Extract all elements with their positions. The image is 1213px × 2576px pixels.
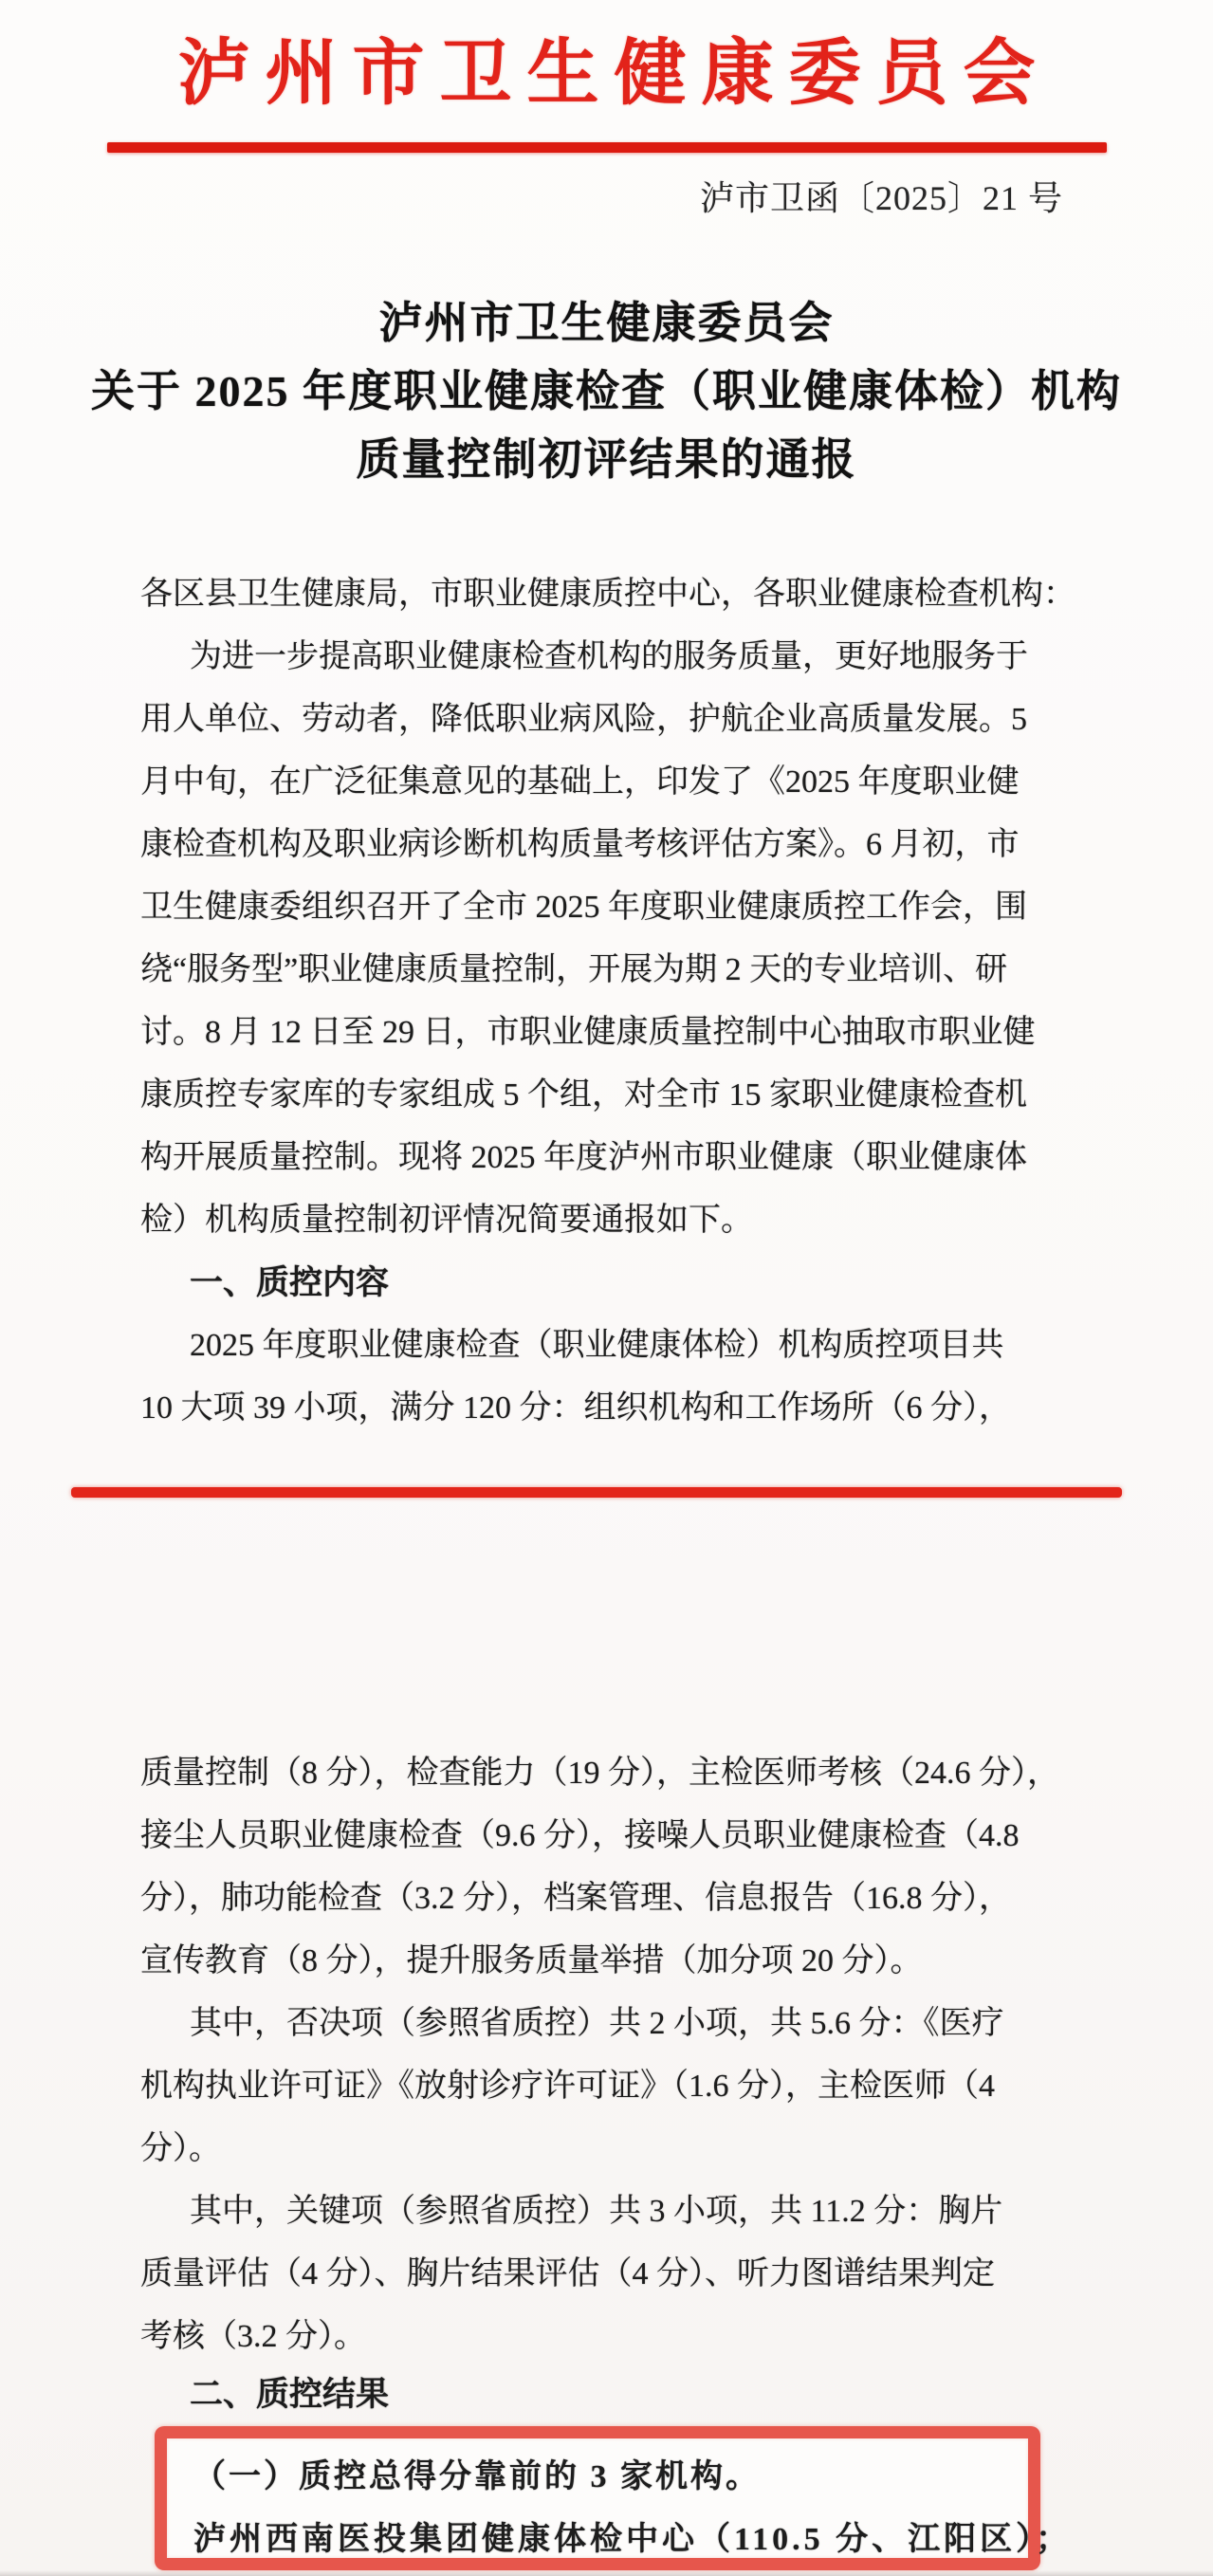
body-page-1: [0, 563, 1213, 1440]
intro-line: 月中旬，在广泛征集意见的基础上，印发了《2025 年度职业健: [140, 764, 1020, 800]
title-line-2: 关于 2025 年度职业健康检查（职业健康体检）机构: [91, 367, 1122, 415]
body-page-2: [0, 1742, 1213, 2421]
photo-bottom-edge: [0, 2570, 1213, 2576]
intro-line: 绕“服务型”职业健康质量控制，开展为期 2 天的专业培训、研: [140, 952, 1008, 987]
items-line: 10 大项 39 小项，满分 120 分：组织机构和工作场所（6 分），: [140, 1390, 1011, 1426]
intro-line: 康质控专家库的专家组成 5 个组，对全市 15 家职业健康检查机: [140, 1077, 1027, 1113]
highlight-box-subheading: （一）质控总得分靠前的 3 家机构。: [193, 2459, 761, 2494]
highlight-box-top-institution: 泸州西南医投集团健康体检中心（110.5 分、江阳区）；: [193, 2522, 1073, 2557]
key-item-line: 其中，关键项（参照省质控）共 3 小项，共 11.2 分：胸片: [190, 2194, 1003, 2229]
title-line-3: 质量控制初评结果的通报: [356, 435, 857, 484]
items-cont-line: 接尘人员职业健康检查（9.6 分），接噪人员职业健康检查（4.8: [140, 1818, 1020, 1853]
intro-line: 用人单位、劳动者，降低职业病风险，护航企业高质量发展。5: [140, 702, 1027, 737]
intro-line: 讨。8 月 12 日至 29 日，市职业健康质量控制中心抽取市职业健: [140, 1015, 1036, 1050]
items-cont-line: 质量控制（8 分），检查能力（19 分），主检医师考核（24.6 分），: [140, 1756, 1059, 1791]
veto-line: 机构执业许可证》《放射诊疗许可证》（1.6 分），主检医师（4: [140, 2069, 995, 2104]
salutation-line: 各区县卫生健康局，市职业健康质控中心，各职业健康检查机构：: [140, 577, 1075, 612]
title-line-1: 泸州市卫生健康委员会: [378, 299, 835, 347]
intro-line: 卫生健康委组织召开了全市 2025 年度职业健康质控工作会，围: [140, 890, 1027, 925]
letterhead-rule: [107, 142, 1107, 153]
intro-line: 为进一步提高职业健康检查机构的服务质量，更好地服务于: [190, 639, 1028, 674]
intro-line: 检）机构质量控制初评情况简要通报如下。: [140, 1203, 753, 1238]
page-separator-rule: [71, 1487, 1122, 1498]
items-line: 2025 年度职业健康检查（职业健康体检）机构质控项目共: [190, 1328, 1004, 1363]
doc-number: 泸市卫函〔2025〕21 号: [699, 179, 1063, 217]
highlight-box: [155, 2426, 1073, 2570]
veto-line: 其中，否决项（参照省质控）共 2 小项，共 5.6 分：《医疗: [190, 2006, 1004, 2041]
veto-line: 分）。: [140, 2131, 221, 2166]
letterhead-org-name: 泸州市卫生健康委员会: [177, 34, 1051, 114]
document-title: [0, 289, 1213, 494]
items-cont-line: 宣传教育（8 分），提升服务质量举措（加分项 20 分）。: [140, 1943, 923, 1978]
key-item-line: 质量评估（4 分）、胸片结果评估（4 分）、听力图谱结果判定: [140, 2256, 995, 2291]
section-heading-quality-content: 一、质控内容: [190, 1264, 390, 1301]
section-heading-quality-result: 二、质控结果: [190, 2376, 390, 2413]
key-item-line: 考核（3.2 分）。: [140, 2319, 366, 2354]
items-cont-line: 分），肺功能检查（3.2 分），档案管理、信息报告（16.8 分），: [140, 1881, 1011, 1916]
intro-line: 构开展质量控制。现将 2025 年度泸州市职业健康（职业健康体: [140, 1140, 1027, 1175]
intro-line: 康检查机构及职业病诊断机构质量考核评估方案》。6 月初，市: [140, 827, 1020, 862]
